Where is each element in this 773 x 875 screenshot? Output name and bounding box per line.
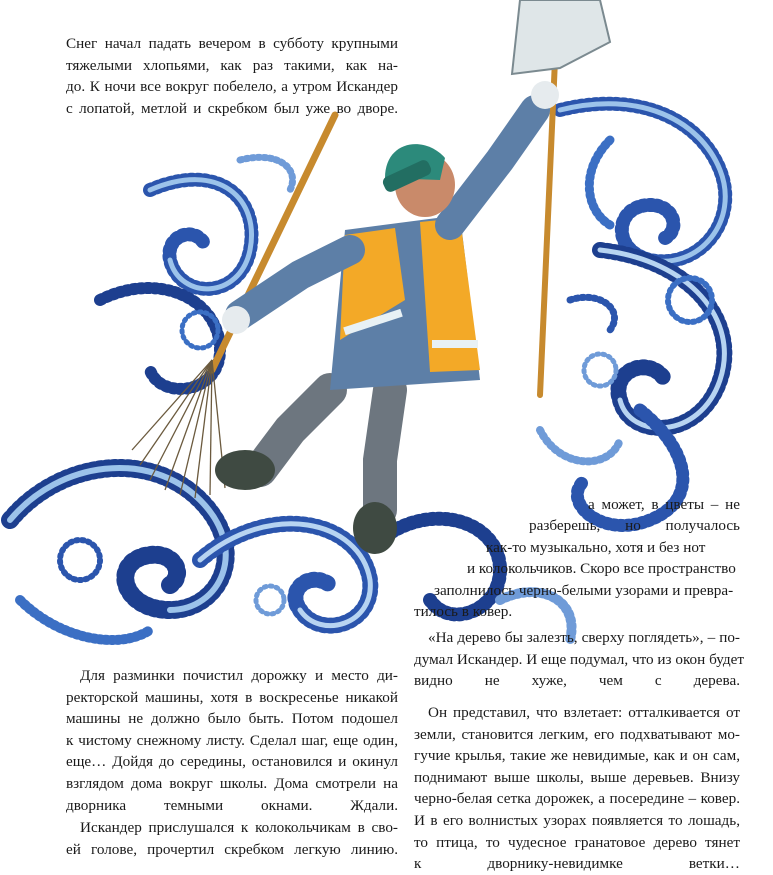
text-line: думал Искандер. И еще подумал, что из окон будет xyxy=(414,650,744,668)
right-paragraph-2 xyxy=(414,627,744,692)
text-line: то птица, то чудесное гранатовое дерево тянет xyxy=(414,833,740,851)
text-line: ей голове, прочертил скребком легкую линию. xyxy=(66,840,398,858)
text-line: машины не должно было быть. Потом подошел xyxy=(66,710,398,728)
text-line: Он представил, что взлетает: отталкивается от xyxy=(428,704,740,721)
text-line: разберешь, но получалось xyxy=(529,517,740,534)
text-line: к чистому снежному листу. Сделал шаг, еще один, xyxy=(66,731,398,749)
text-line: еще… Дойдя до середины, остановился и окинул xyxy=(66,753,398,771)
snow-ornament-left xyxy=(100,157,293,389)
text-line: черно-белая сетка дорожек, а посередине – ковер. xyxy=(414,790,740,808)
shovel xyxy=(512,0,610,395)
text-line: гучие крылья, такие же невидимые, как и он сам, xyxy=(414,747,740,765)
intro-line: до. К ночи все вокруг побелело, а утром Искандер xyxy=(66,78,398,96)
intro-paragraph xyxy=(66,33,398,119)
left-paragraph-1 xyxy=(66,665,398,816)
text-line: поднимают выше школы, выше деревьев. Внизу xyxy=(414,768,740,786)
text-line: и колокольчиков. Скоро все пространство xyxy=(467,560,736,577)
snow-ornament-right xyxy=(540,104,725,526)
text-line: земли, становится легким, его подхватывают мо- xyxy=(414,725,740,743)
text-line: Для разминки почистил дорожку и место ди- xyxy=(80,667,398,684)
intro-line: с лопатой, метлой и скребком был уже во дворе. xyxy=(66,99,398,117)
text-line: Искандер прислушался к колокольчикам в сво- xyxy=(80,819,398,836)
right-paragraph-3 xyxy=(414,702,740,875)
text-line: взглядом дома вокруг школы. Дома смотрели на xyxy=(66,774,398,792)
text-line: ректорской машины, хотя в воскресенье никакой xyxy=(66,688,398,706)
text-line: дворника темными окнами. Ждали. xyxy=(66,796,398,814)
intro-line: Снег начал падать вечером в субботу крупными xyxy=(66,35,398,52)
text-line: как-то музыкально, хотя и без нот xyxy=(486,539,706,556)
left-paragraph-2 xyxy=(66,817,398,860)
text-line: «На дерево бы залезть, сверху поглядеть», – по- xyxy=(428,629,740,646)
text-line: И в его волнистых узорах появляется то лошадь, xyxy=(414,811,740,829)
text-line: а может, в цветы – не xyxy=(588,496,740,513)
text-line: заполнилось черно-белыми узорами и превра- xyxy=(434,582,734,599)
text-line: к дворнику-невидимке ветки… xyxy=(414,855,740,873)
text-line: видно не хуже, чем с дерева. xyxy=(414,672,740,690)
janitor-figure xyxy=(215,81,559,554)
text-line: тилось в ковер. xyxy=(414,603,513,620)
intro-line: тяжелыми хлопьями, как раз такими, как на- xyxy=(66,56,398,74)
